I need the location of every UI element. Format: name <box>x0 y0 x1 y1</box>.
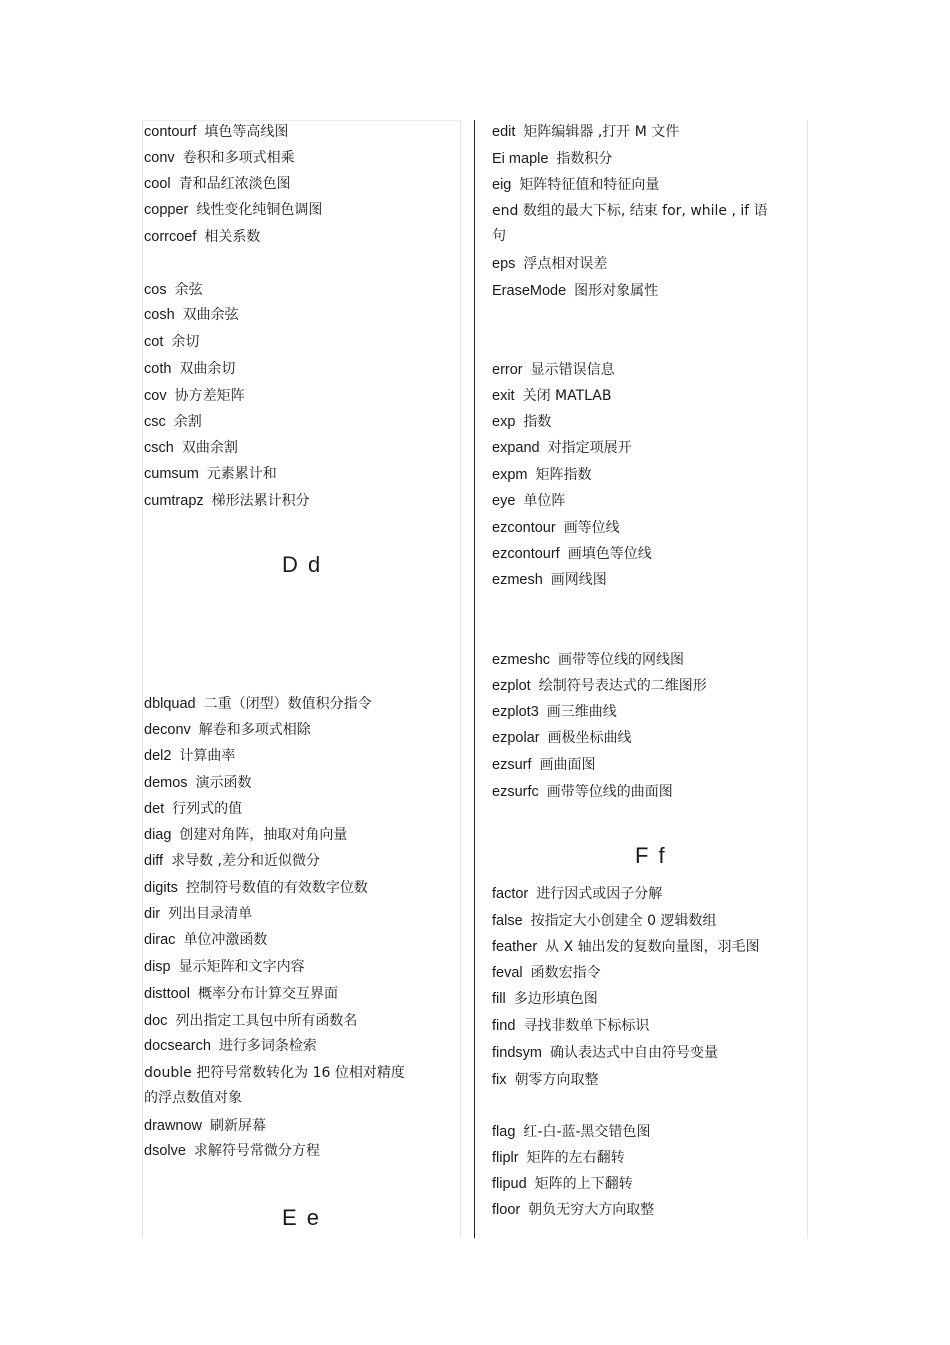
list-item <box>144 902 460 927</box>
term: cumsum <box>144 466 199 482</box>
term: find <box>492 1018 516 1034</box>
description: 矩阵指数 <box>535 467 592 483</box>
term: eps <box>492 256 516 272</box>
term: eig <box>492 177 512 193</box>
term: fliplr <box>492 1150 519 1166</box>
description: 画网线图 <box>550 572 607 588</box>
term: diff <box>144 853 164 869</box>
term: conv <box>144 150 175 166</box>
list-item-wrapped-line1: double 把符号常数转化为 16 位相对精度 <box>144 1065 405 1081</box>
description: 线性变化纯铜色调图 <box>196 202 323 218</box>
term: edit <box>492 124 516 140</box>
description: 单位阵 <box>523 493 566 509</box>
list-item <box>492 1146 807 1171</box>
term: cos <box>144 282 167 298</box>
list-item <box>492 436 807 461</box>
description: 刷新屏幕 <box>210 1118 267 1134</box>
description: 对指定项展开 <box>547 440 632 456</box>
description: 双曲余切 <box>179 361 236 377</box>
list-item <box>144 330 460 355</box>
term: diag <box>144 827 172 843</box>
list-item <box>492 726 807 751</box>
term: contourf <box>144 124 197 140</box>
section-heading-e: E e <box>282 1205 322 1230</box>
list-item <box>144 1114 460 1139</box>
term: floor <box>492 1202 521 1218</box>
description: 进行因式或因子分解 <box>536 886 663 902</box>
list-item <box>144 744 460 769</box>
list-item <box>144 1034 460 1059</box>
list-item <box>144 462 460 487</box>
list-item-wrapped-line2: 句 <box>492 228 506 244</box>
term: cosh <box>144 307 175 323</box>
description: 双曲余割 <box>181 440 238 456</box>
section-heading-d: D d <box>282 552 323 577</box>
description: 浮点相对误差 <box>523 256 608 272</box>
term: ezsurfc <box>492 784 539 800</box>
list-item <box>492 700 807 725</box>
list-item <box>144 120 460 145</box>
term: dsolve <box>144 1143 186 1159</box>
list-item <box>144 955 460 980</box>
list-item <box>492 410 807 435</box>
term: cool <box>144 176 171 192</box>
description: 协方差矩阵 <box>174 388 245 404</box>
description: 解卷和多项式相除 <box>198 722 311 738</box>
term: dirac <box>144 932 176 948</box>
list-item <box>492 120 807 145</box>
description: 余切 <box>171 334 200 350</box>
list-item <box>492 279 807 304</box>
list-item <box>144 436 460 461</box>
description: 画填色等位线 <box>567 546 652 562</box>
list-item <box>144 823 460 848</box>
term: ezplot <box>492 678 531 694</box>
list-item <box>144 410 460 435</box>
description: 显示矩阵和文字内容 <box>178 959 305 975</box>
list-item <box>144 489 460 514</box>
term: ezcontourf <box>492 546 560 562</box>
term: dblquad <box>144 696 196 712</box>
term: doc <box>144 1013 168 1029</box>
term: exp <box>492 414 516 430</box>
description: 显示错误信息 <box>530 362 615 378</box>
list-item <box>144 146 460 171</box>
term: fill <box>492 991 506 1007</box>
list-item <box>492 1068 807 1093</box>
description: 指数 <box>523 414 552 430</box>
list-item <box>492 780 807 805</box>
description: 画极坐标曲线 <box>547 730 632 746</box>
list-item <box>492 542 807 567</box>
term: drawnow <box>144 1118 203 1134</box>
term: feval <box>492 965 523 981</box>
description: 二重（闭型）数值积分指令 <box>203 696 372 712</box>
list-item <box>492 568 807 593</box>
list-item-wrapped-line2: 的浮点数值对象 <box>144 1090 242 1106</box>
description: 创建对角阵，抽取对角向量 <box>179 827 348 843</box>
list-item <box>492 147 807 172</box>
term: del2 <box>144 748 172 764</box>
term: cumtrapz <box>144 493 204 509</box>
description: 从 X 轴出发的复数向量图，羽毛图 <box>545 939 760 955</box>
term: fix <box>492 1072 507 1088</box>
term: deconv <box>144 722 191 738</box>
list-item <box>492 463 807 488</box>
description: 余割 <box>173 414 202 430</box>
description: 指数积分 <box>556 151 613 167</box>
description: 进行多词条检索 <box>218 1038 317 1054</box>
term: ezmeshc <box>492 652 551 668</box>
description: 青和品红浓淡色图 <box>178 176 291 192</box>
list-item <box>492 1172 807 1197</box>
list-item <box>492 1014 807 1039</box>
term: findsym <box>492 1045 542 1061</box>
description: 梯形法累计积分 <box>211 493 310 509</box>
description: 画曲面图 <box>539 757 596 773</box>
list-item <box>144 718 460 743</box>
list-item <box>144 384 460 409</box>
column-divider <box>474 120 475 1238</box>
term: ezmesh <box>492 572 543 588</box>
list-item <box>144 303 460 328</box>
description: 双曲余弦 <box>182 307 239 323</box>
term: eye <box>492 493 516 509</box>
term: cot <box>144 334 164 350</box>
description: 求导数 ,差分和近似微分 <box>171 853 320 869</box>
list-item <box>144 982 460 1007</box>
description: 矩阵特征值和特征向量 <box>519 177 660 193</box>
term: exit <box>492 388 515 404</box>
list-item <box>492 909 807 934</box>
list-item <box>144 692 460 717</box>
description: 列出目录清单 <box>168 906 253 922</box>
list-item <box>492 961 807 986</box>
list-item <box>144 198 460 223</box>
list-item <box>492 882 807 907</box>
list-item <box>144 357 460 382</box>
list-item <box>492 674 807 699</box>
list-item <box>492 1041 807 1066</box>
list-item <box>492 384 807 409</box>
description: 矩阵的上下翻转 <box>534 1176 633 1192</box>
description: 红-白-蓝-黑交错色图 <box>523 1124 651 1140</box>
list-item <box>144 771 460 796</box>
term: demos <box>144 775 188 791</box>
term: csch <box>144 440 174 456</box>
term: docsearch <box>144 1038 211 1054</box>
list-item <box>492 1120 807 1145</box>
list-item <box>144 1139 460 1164</box>
description: 画带等位线的网线图 <box>558 652 685 668</box>
description: 确认表达式中自由符号变量 <box>549 1045 718 1061</box>
term: ezcontour <box>492 520 556 536</box>
list-item <box>144 1009 460 1034</box>
description: 控制符号数值的有效数字位数 <box>185 880 368 896</box>
description: 列出指定工具包中所有函数名 <box>175 1013 358 1029</box>
description: 矩阵编辑器 ,打开 M 文件 <box>523 124 680 140</box>
description: 求解符号常微分方程 <box>193 1143 320 1159</box>
right-column <box>491 120 808 1238</box>
term: expand <box>492 440 540 456</box>
term: det <box>144 801 165 817</box>
term: ezsurf <box>492 757 532 773</box>
term: Ei maple <box>492 151 549 167</box>
description: 画带等位线的曲面图 <box>546 784 673 800</box>
list-item <box>144 849 460 874</box>
list-item <box>492 358 807 383</box>
term: flag <box>492 1124 516 1140</box>
term: ezplot3 <box>492 704 539 720</box>
list-item <box>144 797 460 822</box>
term: dir <box>144 906 161 922</box>
list-item <box>144 876 460 901</box>
description: 图形对象属性 <box>574 283 659 299</box>
term: corrcoef <box>144 229 197 245</box>
description: 概率分布计算交互界面 <box>197 986 338 1002</box>
term: feather <box>492 939 538 955</box>
list-item <box>492 648 807 673</box>
term: ezpolar <box>492 730 540 746</box>
description: 绘制符号表达式的二维图形 <box>538 678 707 694</box>
term: error <box>492 362 523 378</box>
list-item <box>144 172 460 197</box>
term: copper <box>144 202 189 218</box>
term: disttool <box>144 986 190 1002</box>
term: expm <box>492 467 528 483</box>
description: 相关系数 <box>204 229 261 245</box>
list-item <box>144 928 460 953</box>
description: 画三维曲线 <box>546 704 617 720</box>
description: 元素累计和 <box>206 466 277 482</box>
term: cov <box>144 388 167 404</box>
description: 矩阵的左右翻转 <box>526 1150 625 1166</box>
list-item <box>144 225 460 250</box>
description: 朝零方向取整 <box>514 1072 599 1088</box>
term: disp <box>144 959 171 975</box>
term: digits <box>144 880 178 896</box>
list-item <box>492 753 807 778</box>
description: 关闭 MATLAB <box>522 388 612 404</box>
term: false <box>492 913 523 929</box>
list-item <box>492 935 807 960</box>
description: 按指定大小创建全 0 逻辑数组 <box>530 913 717 929</box>
description: 函数宏指令 <box>530 965 601 981</box>
description: 单位冲激函数 <box>183 932 268 948</box>
description: 行列式的值 <box>172 801 243 817</box>
list-item <box>492 987 807 1012</box>
description: 多边形填色图 <box>513 991 598 1007</box>
list-item <box>492 252 807 277</box>
term: flipud <box>492 1176 527 1192</box>
list-item <box>492 516 807 541</box>
list-item <box>492 489 807 514</box>
description: 朝负无穷大方向取整 <box>528 1202 655 1218</box>
left-column <box>142 120 461 1238</box>
term: coth <box>144 361 172 377</box>
list-item <box>492 173 807 198</box>
description: 余弦 <box>174 282 203 298</box>
list-item <box>492 1198 807 1223</box>
description: 画等位线 <box>563 520 620 536</box>
description: 卷积和多项式相乘 <box>182 150 295 166</box>
list-item-wrapped-line1: end 数组的最大下标, 结束 for, while , if 语 <box>492 203 768 219</box>
term: csc <box>144 414 166 430</box>
description: 计算曲率 <box>179 748 236 764</box>
description: 寻找非数单下标标识 <box>523 1018 650 1034</box>
description: 演示函数 <box>195 775 252 791</box>
term: EraseMode <box>492 283 567 299</box>
description: 填色等高线图 <box>204 124 289 140</box>
term: factor <box>492 886 529 902</box>
section-heading-f: F f <box>635 843 667 868</box>
list-item <box>144 278 460 303</box>
